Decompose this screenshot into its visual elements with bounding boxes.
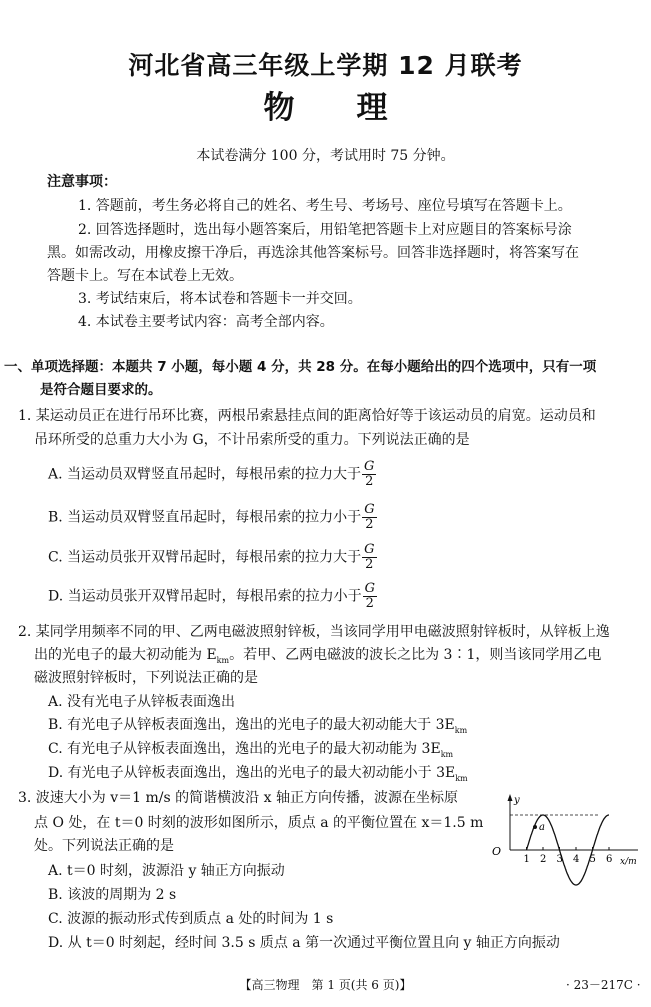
q1-option-b-text: B. 当运动员双臂竖直吊起时，每根吊索的拉力小于 xyxy=(48,509,362,526)
point-a-dot xyxy=(533,825,537,829)
fraction-numerator: G xyxy=(364,459,375,474)
x-tick-label: 3 xyxy=(556,854,563,865)
fraction-numerator: G xyxy=(364,581,376,596)
q2-stem-line-2-rest: 。若甲、乙两电磁波的波长之比为 3∶1，则当该同学用乙电 xyxy=(229,647,602,663)
y-axis-label: y xyxy=(514,795,520,806)
q1-stem-line-2: 吊环所受的总重力大小为 G，不计吊索所受的重力。下列说法正确的是 xyxy=(34,432,470,448)
fraction-g-over-2 xyxy=(362,503,376,532)
q3-option-c: C. 波源的振动形式传到质点 a 处的时间为 1 s xyxy=(48,911,334,927)
section-1-heading: 一、单项选择题：本题共 7 小题，每小题 4 分，共 28 分。在每小题给出的四个选项中，只有一项 xyxy=(4,359,597,375)
fraction-numerator: G xyxy=(364,502,375,517)
fraction-g-over-2 xyxy=(362,543,376,572)
fraction-g-over-2 xyxy=(363,582,377,611)
q1-option-c-text: C. 当运动员张开双臂吊起时，每根吊索的拉力大于 xyxy=(48,549,362,566)
notice-line-2a: 2. 回答选择题时，选出每小题答案后，用铅笔把答题卡上对应题目的答案标号涂 xyxy=(78,222,572,238)
notice-line-4: 4. 本试卷主要考试内容：高考全部内容。 xyxy=(78,314,334,330)
x-tick-label: 6 xyxy=(606,854,613,865)
q2-option-d xyxy=(48,763,468,789)
q2-option-a: A. 没有光电子从锌板表面逸出 xyxy=(48,694,236,710)
q3-stem-line-1: 3. 波速大小为 v＝1 m/s 的简谐横波沿 x 轴正方向传播，波源在坐标原 xyxy=(18,790,458,806)
point-a-label: a xyxy=(539,822,545,833)
q2-option-d-sub: km xyxy=(455,773,468,783)
q2-option-d-text: D. 有光电子从锌板表面逸出，逸出的光电子的最大初动能小于 3E xyxy=(48,765,456,781)
q1-option-a-text: A. 当运动员双臂竖直吊起时，每根吊索的拉力大于 xyxy=(48,466,362,483)
q1-stem-line-1: 1. 某运动员正在进行吊环比赛，两根吊索悬挂点间的距离恰好等于该运动员的肩宽。运动员和 xyxy=(18,408,596,424)
fraction-denominator: 2 xyxy=(365,557,374,572)
x-tick-label: 1 xyxy=(523,854,530,865)
q2-option-c xyxy=(48,739,453,765)
q3-stem-line-3: 处。下列说法正确的是 xyxy=(34,838,174,854)
fraction-denominator: 2 xyxy=(365,517,374,532)
origin-label: O xyxy=(492,845,502,858)
exam-title: 河北省高三年级上学期 12 月联考 xyxy=(128,51,523,80)
q2-option-b-text: B. 有光电子从锌板表面逸出，逸出的光电子的最大初动能大于 3E xyxy=(48,717,455,733)
q1-option-c xyxy=(48,543,377,572)
section-1-heading-cont: 是符合题目要求的。 xyxy=(40,382,162,398)
q2-option-c-sub: km xyxy=(440,749,454,759)
y-axis-arrow xyxy=(508,794,513,801)
q2-stem-line-1: 2. 某同学用频率不同的甲、乙两电磁波照射锌板，当该同学用甲电磁波照射锌板时，从锌板上逸 xyxy=(18,624,610,640)
q1-option-d-text: D. 当运动员张开双臂吊起时，每根吊索的拉力小于 xyxy=(48,588,362,605)
wave-figure xyxy=(490,792,642,892)
q1-option-d xyxy=(48,582,377,611)
notice-heading: 注意事项： xyxy=(47,174,117,190)
q3-stem-line-2: 点 O 处，在 t＝0 时刻的波形如图所示，质点 a 的平衡位置在 x＝1.5 m xyxy=(34,815,484,831)
fraction-g-over-2 xyxy=(362,460,376,489)
x-axis-label: x/m xyxy=(620,857,637,867)
subject-title: 物 理 xyxy=(263,90,388,126)
q2-stem-line-3: 磁波照射锌板时，下列说法正确的是 xyxy=(34,670,258,686)
x-tick-label: 4 xyxy=(573,854,580,865)
q3-option-d: D. 从 t＝0 时刻起，经时间 3.5 s 质点 a 第一次通过平衡位置且向 y 轴正方向振动 xyxy=(48,935,560,951)
q2-stem-line-2 xyxy=(34,645,601,671)
fraction-denominator: 2 xyxy=(365,474,374,489)
page-footer: 【高三物理 第 1 页(共 6 页)】 xyxy=(239,978,412,992)
q2-subscript: km xyxy=(216,655,230,665)
q2-option-b xyxy=(48,715,467,741)
fraction-numerator: G xyxy=(364,542,375,557)
q2-option-b-sub: km xyxy=(454,725,468,735)
q1-option-b xyxy=(48,503,377,532)
notice-line-2b: 黑。如需改动，用橡皮擦干净后，再选涂其他答案标号。回答非选择题时，将答案写在 xyxy=(47,245,579,261)
exam-code: · 23－217C · xyxy=(566,978,641,992)
notice-line-1: 1. 答题前，考生务必将自己的姓名、考生号、考场号、座位号填写在答题卡上。 xyxy=(78,198,572,214)
exam-info: 本试卷满分 100 分，考试用时 75 分钟。 xyxy=(196,148,455,164)
notice-line-3: 3. 考试结束后，将本试卷和答题卡一并交回。 xyxy=(78,291,362,307)
x-tick-label: 5 xyxy=(589,854,596,865)
fraction-denominator: 2 xyxy=(365,596,374,611)
q3-option-b: B. 该波的周期为 2 s xyxy=(48,887,177,903)
q2-option-c-text: C. 有光电子从锌板表面逸出，逸出的光电子的最大初动能为 3E xyxy=(48,741,441,757)
x-tick-label: 2 xyxy=(540,854,547,865)
notice-line-2c: 答题卡上。写在本试卷上无效。 xyxy=(47,268,243,284)
q3-option-a: A. t＝0 时刻，波源沿 y 轴正方向振动 xyxy=(48,863,285,879)
q2-stem-line-2-text: 出的光电子的最大初动能为 E xyxy=(34,647,217,663)
q1-option-a xyxy=(48,460,376,489)
